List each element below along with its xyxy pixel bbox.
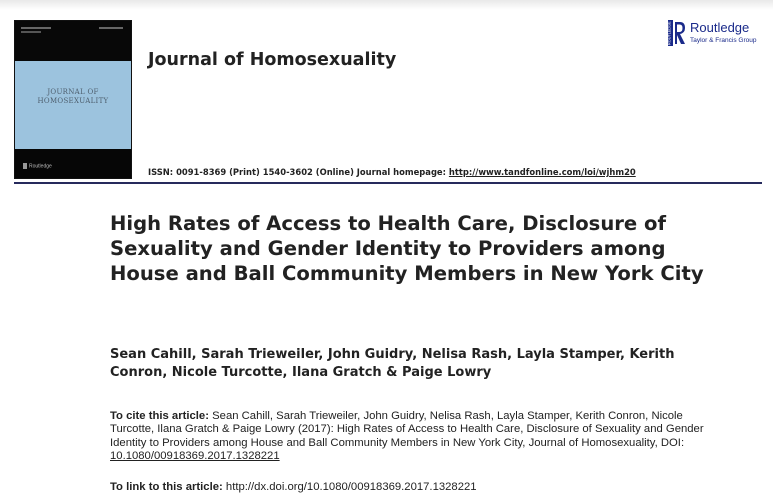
publisher-name: Routledge — [690, 20, 750, 35]
article-url[interactable]: http://dx.doi.org/10.1080/00918369.2017.1328221 — [225, 481, 477, 493]
routledge-logo-icon — [668, 20, 686, 46]
citation-block — [110, 410, 710, 463]
article-title: High Rates of Access to Health Care, Disclosure of Sexuality and Gender Identity to Providers among House and Ball Community Members in New York City — [110, 212, 704, 285]
publisher-side-text: ROUTLEDGE — [667, 21, 672, 45]
cover-title-line: HOMOSEXUALITY — [37, 97, 109, 105]
cover-title-band — [15, 61, 131, 149]
citation-label: To cite this article: — [110, 410, 209, 422]
cover-publisher-logo — [23, 163, 52, 169]
cover-bottom-band — [15, 149, 131, 178]
link-label: To link to this article: — [110, 481, 226, 493]
doi-link[interactable]: 10.1080/00918369.2017.1328221 — [110, 449, 280, 462]
cover-top-band — [15, 21, 131, 61]
article-authors: Sean Cahill, Sarah Trieweiler, John Guidry, Nelisa Rash, Layla Stamper, Kerith Conron, Nicole Turcotte, Ilana Gratch & Paige Lowry — [110, 347, 675, 380]
cover-title — [15, 88, 131, 106]
cover-logo-icon — [23, 163, 27, 169]
journal-cover-image — [14, 20, 132, 179]
cover-text-line — [21, 31, 41, 33]
top-shadow-bar — [0, 0, 773, 10]
issn-line — [148, 167, 636, 177]
publisher-subname: Taylor & Francis Group — [690, 37, 757, 44]
cover-text-line — [99, 27, 123, 29]
issn-text: ISSN: 0091-8369 (Print) 1540-3602 (Online) Journal homepage: — [148, 167, 449, 177]
journal-homepage-link[interactable]: http://www.tandfonline.com/loi/wjhm20 — [448, 167, 636, 177]
header-divider — [14, 182, 762, 184]
journal-name: Journal of Homosexuality — [148, 50, 397, 70]
cover-title-line: JOURNAL OF — [47, 88, 99, 96]
citation-text: Sean Cahill, Sarah Trieweiler, John Guidry, Nelisa Rash, Layla Stamper, Kerith Conron, Nicole Turcotte, Ilana Gratch & Paige Lowry (2017): High Rates of Access to Health Care, Disclosure of Sexuality and Gender Identity to Providers among House and Ball Community Members in New York City, Journal of Homosexuality, DOI: — [110, 410, 704, 449]
cover-text-line — [21, 27, 51, 29]
article-link-line — [110, 481, 477, 493]
cover-logo-text: Routledge — [29, 163, 52, 170]
